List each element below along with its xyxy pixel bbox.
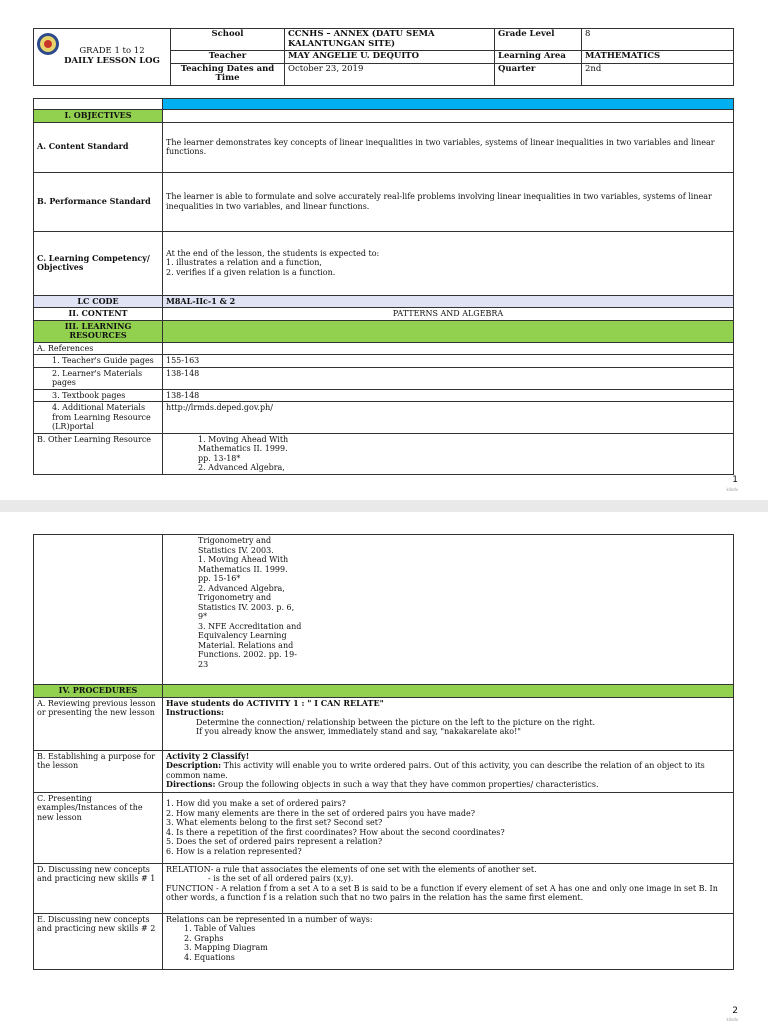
- grade-range: GRADE 1 to 12: [79, 46, 145, 57]
- learning-area-value: MATHEMATICS: [582, 51, 734, 64]
- resource-line: Trigonometry and: [198, 593, 272, 602]
- blank-cell: [34, 99, 163, 110]
- textbook-pages-label: 3. Textbook pages: [34, 389, 163, 402]
- grade-level-label: Grade Level: [495, 29, 582, 51]
- deped-seal-icon: [36, 32, 60, 56]
- procedures-heading: IV. PROCEDURES: [34, 685, 163, 698]
- question-line: 4. Is there a repetition of the first coordinates? How about the second coordinates?: [166, 827, 505, 837]
- resource-line: 2. Advanced Algebra,: [198, 463, 285, 472]
- other-resources-continued: [163, 535, 734, 685]
- procedure-c-text: [163, 792, 734, 863]
- lc-code-label: LC CODE: [34, 295, 163, 308]
- grade-level-value: 8: [582, 29, 734, 51]
- procedure-a-label: A. Reviewing previous lesson or presenting the new lesson: [34, 697, 163, 750]
- description-text: This activity will enable you to write ordered pairs. Out of this activity, you can describe the relation of an object to its common name.: [166, 761, 705, 780]
- teacher-label: Teacher: [171, 51, 285, 64]
- resource-line: Statistics IV. 2003.: [198, 545, 274, 555]
- function-definition: FUNCTION - A relation f from a set A to a set B is said to be a function if every element of set A has one and only one image in set B. In other words, a function f is a relation such that no two pairs in the relation has the same first element.: [166, 883, 718, 902]
- resource-line: Equivalency Learning: [198, 631, 287, 640]
- textbook-pages-value: 138-148: [163, 389, 734, 402]
- procedure-e-label: E. Discussing new concepts and practicing new skills # 2: [34, 913, 163, 969]
- question-line: 6. How is a relation represented?: [166, 846, 302, 856]
- question-line: 5. Does the set of ordered pairs represent a relation?: [166, 837, 383, 846]
- teacher-value: MAY ANGELIE U. DEQUITO: [285, 51, 495, 64]
- resource-line: Functions. 2002. pp. 19-: [198, 650, 297, 659]
- procedure-d-label: D. Discussing new concepts and practicing new skills # 1: [34, 863, 163, 913]
- resource-line: 23: [198, 659, 209, 669]
- page-1: [0, 0, 768, 500]
- blue-header-cell: [163, 99, 734, 110]
- plan-table-page-2: [33, 534, 734, 970]
- procedure-e-text: [163, 913, 734, 969]
- performance-standard-label: B. Performance Standard: [34, 172, 163, 231]
- page-number-1: 1: [732, 475, 738, 485]
- representation-intro: Relations can be represented in a number of ways:: [166, 914, 373, 924]
- relation-definition: RELATION- a rule that associates the elements of one set with the elements of another set.: [166, 864, 537, 874]
- resource-line: Material. Relations and: [198, 640, 294, 650]
- header-table: [33, 28, 734, 86]
- resource-line: 1. Moving Ahead With: [198, 434, 289, 444]
- additional-materials-label: 4. Additional Materials from Learning Resource (LR)portal: [34, 402, 163, 434]
- question-line: 1. How did you make a set of ordered pairs?: [166, 799, 346, 808]
- procedure-b-text: [163, 750, 734, 792]
- page-mark-1: kilsdv: [726, 487, 738, 492]
- lc-code-value: M8AL-IIc-1 & 2: [163, 295, 734, 308]
- references-label: A. References: [34, 342, 163, 355]
- content-label: II. CONTENT: [34, 308, 163, 321]
- school-label: School: [171, 29, 285, 51]
- dates-value: October 23, 2019: [285, 63, 495, 85]
- procedure-c-label: C. Presenting examples/Instances of the new lesson: [34, 792, 163, 863]
- school-value: CCNHS – ANNEX (DATU SEMA KALANTUNGAN SITE): [285, 29, 495, 51]
- dates-label: Teaching Dates and Time: [171, 63, 285, 85]
- header-logo-cell: [34, 29, 171, 86]
- resource-line: pp. 13-18*: [198, 453, 241, 463]
- instruction-line: Determine the connection/ relationship between the picture on the left to the picture on the right.: [196, 717, 595, 727]
- competency-label: C. Learning Competency/ Objectives: [34, 231, 163, 295]
- resources-heading: III. LEARNING RESOURCES: [34, 320, 163, 342]
- question-line: 2. How many elements are there in the set of ordered pairs you have made?: [166, 808, 476, 818]
- procedure-d-text: [163, 863, 734, 913]
- quarter-label: Quarter: [495, 63, 582, 85]
- representation-item: 1. Table of Values: [184, 924, 256, 933]
- resource-line: 1. Moving Ahead With: [198, 555, 289, 564]
- lm-pages-label: 2. Learner's Materials pages: [34, 367, 163, 389]
- competency-line: At the end of the lesson, the students is expected to:: [166, 248, 380, 258]
- page-mark-2: kilsdv: [726, 1017, 738, 1022]
- content-value: PATTERNS AND ALGEBRA: [163, 308, 734, 321]
- resource-line: 9*: [198, 612, 208, 621]
- quarter-value: 2nd: [582, 63, 734, 85]
- representation-item: 2. Graphs: [184, 933, 224, 943]
- directions-label: Directions:: [166, 779, 216, 789]
- representation-item: 3. Mapping Diagram: [184, 943, 268, 952]
- lm-pages-value: 138-148: [163, 367, 734, 389]
- other-resources-text: [163, 433, 734, 474]
- resource-line: Mathematics II. 1999.: [198, 564, 288, 574]
- plan-table-page-1: [33, 98, 734, 475]
- log-title: DAILY LESSON LOG: [64, 55, 160, 66]
- objectives-heading: I. OBJECTIVES: [34, 110, 163, 123]
- instructions-label: Instructions:: [166, 707, 225, 717]
- learning-area-label: Learning Area: [495, 51, 582, 64]
- objectives-blank: [163, 110, 734, 123]
- other-resources-label: B. Other Learning Resource: [34, 433, 163, 474]
- references-blank: [163, 342, 734, 355]
- instruction-line: If you already know the answer, immediately stand and say, "nakakarelate ako!": [196, 727, 521, 736]
- activity-2-title: Activity 2 Classify!: [166, 750, 250, 761]
- resource-line: Trigonometry and: [198, 536, 272, 545]
- resources-heading-blank: [163, 320, 734, 342]
- activity-1-title: Have students do ACTIVITY 1 : " I CAN RELATE": [166, 697, 384, 708]
- directions-text: Group the following objects in such a way that they have common properties/ characteristics.: [218, 780, 599, 789]
- question-line: 3. What elements belong to the first set? Second set?: [166, 818, 383, 827]
- procedure-a-text: [163, 697, 734, 750]
- page-number-2: 2: [732, 1006, 738, 1016]
- content-standard-label: A. Content Standard: [34, 122, 163, 172]
- page-2: [0, 512, 768, 1024]
- resource-line: 3. NFE Accreditation and: [198, 621, 302, 631]
- page-gap: [0, 500, 768, 512]
- competency-line: 1. illustrates a relation and a function,: [166, 258, 322, 268]
- resource-line: pp. 15-16*: [198, 574, 241, 583]
- tg-pages-value: 155-163: [163, 355, 734, 368]
- procedures-heading-blank: [163, 685, 734, 698]
- tg-pages-label: 1. Teacher's Guide pages: [34, 355, 163, 368]
- performance-standard-text: The learner is able to formulate and solve accurately real-life problems involving linear inequalities in two variables, systems of linear inequalities in two variables, and linear functions.: [163, 172, 734, 231]
- lr-portal-link[interactable]: http://lrmds.deped.gov.ph/: [163, 402, 734, 434]
- relation-definition-2: - is the set of all ordered pairs (x,y).: [208, 874, 354, 883]
- procedure-b-label: B. Establishing a purpose for the lesson: [34, 750, 163, 792]
- description-label: Description:: [166, 760, 222, 770]
- other-resources-continued-label: [34, 535, 163, 685]
- competency-line: 2. verifies if a given relation is a function.: [166, 267, 336, 277]
- content-standard-text: The learner demonstrates key concepts of linear inequalities in two variables, systems of linear inequalities in two variables and linear functions.: [163, 122, 734, 172]
- competency-text: [163, 231, 734, 295]
- representation-item: 4. Equations: [184, 952, 235, 962]
- resource-line: 2. Advanced Algebra,: [198, 583, 285, 593]
- resource-line: Mathematics II. 1999.: [198, 444, 288, 453]
- resource-line: Statistics IV. 2003. p. 6,: [198, 602, 295, 612]
